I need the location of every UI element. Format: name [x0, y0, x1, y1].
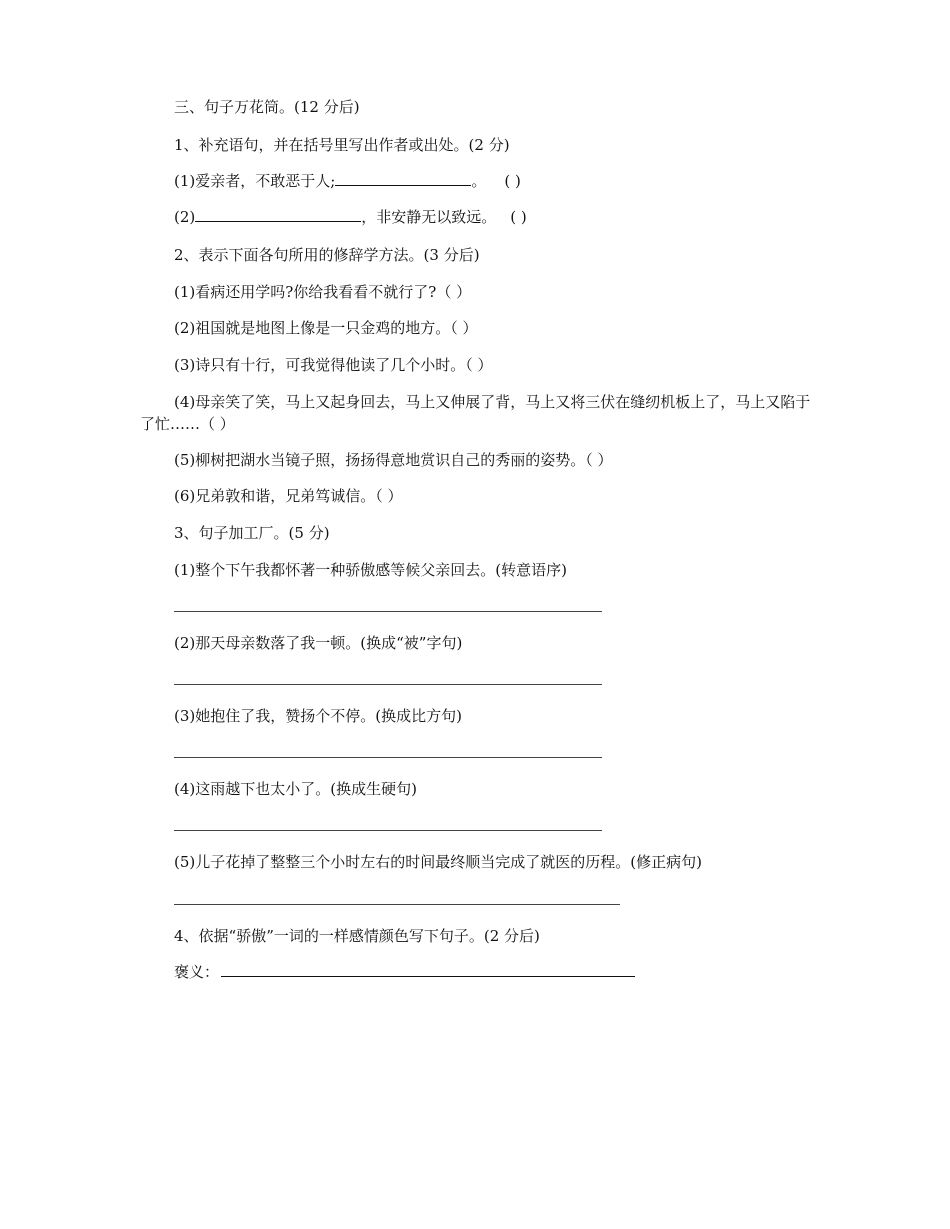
rhetoric-item-4: (4)母亲笑了笑，马上又起身回去，马上又伸展了背，马上又将三伏在缝纫机板上了，马上又陷于了忙……（ ）: [140, 393, 811, 433]
fill-blank-2[interactable]: [195, 207, 361, 222]
item-1-prefix: (1)爱亲者，不敢恶于人;: [174, 172, 336, 190]
answer-line-1[interactable]: [174, 611, 602, 612]
rewrite-item-3: (3)她抱住了我，赞扬个不停。(换成比方句): [174, 707, 462, 725]
rhetoric-item-2: (2)祖国就是地图上像是一只金鸡的地方。（ ）: [174, 319, 478, 337]
answer-line-4[interactable]: [174, 830, 602, 831]
answer-line-5[interactable]: [174, 904, 620, 905]
rewrite-item-2: (2)那天母亲数落了我一顿。(换成“被”字句): [174, 634, 463, 652]
question-3-heading: 3、句子加工厂。(5 分): [174, 524, 330, 542]
author-paren-1[interactable]: ( ): [504, 172, 521, 190]
question-1-heading: 1、补充语句，并在括号里写出作者或出处。(2 分): [174, 136, 510, 154]
rhetoric-item-5: (5)柳树把湖水当镜子照，扬扬得意地赏识自己的秀丽的姿势。（ ）: [174, 451, 613, 469]
question-1-item-1: [174, 171, 521, 191]
author-paren-2[interactable]: ( ): [510, 208, 527, 226]
rhetoric-item-3: (3)诗只有十行，可我觉得他读了几个小时。（ ）: [174, 356, 493, 374]
item-2-suffix: ，非安静无以致远。: [361, 208, 497, 226]
item-2-prefix: (2): [174, 208, 196, 226]
answer-line-2[interactable]: [174, 684, 602, 685]
question-2-heading: 2、表示下面各句所用的修辞学方法。(3 分后): [174, 246, 480, 264]
rewrite-item-5: (5)儿子花掉了整整三个小时左右的时间最终顺当完成了就医的历程。(修正病句): [174, 853, 702, 871]
question-1-item-2: [174, 207, 527, 227]
answer-line-3[interactable]: [174, 757, 602, 758]
rhetoric-item-1: (1)看病还用学吗?你给我看看不就行了?（ ）: [174, 283, 472, 301]
rewrite-item-1: (1)整个下午我都怀著一种骄傲感等候父亲回去。(转意语序): [174, 561, 567, 579]
praise-label: 褒义：: [174, 963, 220, 981]
question-4-heading: 4、依据“骄傲”一词的一样感情颜色写下句子。(2 分后): [174, 927, 540, 945]
section-title: 三、句子万花筒。(12 分后): [174, 98, 360, 116]
fill-blank-1[interactable]: [335, 171, 471, 186]
praise-answer-line[interactable]: [221, 962, 635, 977]
rhetoric-item-6: (6)兄弟敦和谐，兄弟笃诚信。（ ）: [174, 487, 403, 505]
praise-sentence-row: [174, 962, 635, 982]
rewrite-item-4: (4)这雨越下也太小了。(换成生硬句): [174, 780, 417, 798]
item-1-suffix: 。: [471, 172, 487, 190]
